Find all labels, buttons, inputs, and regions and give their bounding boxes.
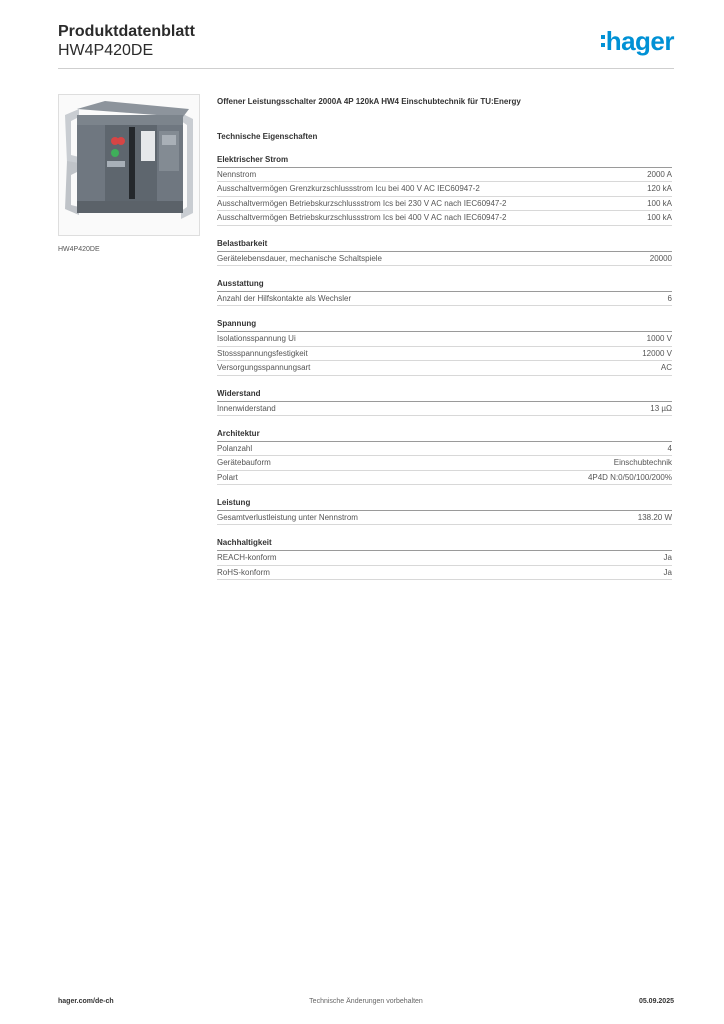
property-label: RoHS-konform (217, 567, 270, 577)
property-value: Ja (663, 553, 672, 563)
group-title: Architektur (217, 428, 672, 442)
property-label: Gerätelebensdauer, mechanische Schaltspiele (217, 253, 382, 263)
property-label: Polart (217, 472, 238, 482)
property-label: Isolationsspannung Ui (217, 334, 296, 344)
property-group (217, 497, 672, 525)
property-label: Anzahl der Hilfskontakte als Wechsler (217, 293, 352, 303)
property-row (217, 402, 672, 416)
property-value: 4P4D N:0/50/100/200% (587, 472, 672, 482)
group-title: Widerstand (217, 388, 672, 402)
logo-wordmark: hager (605, 26, 674, 56)
property-label: Gesamtverlustleistung unter Nennstrom (217, 513, 358, 523)
property-value: 100 kA (647, 213, 672, 223)
datasheet-content (217, 96, 672, 580)
property-label: Versorgungsspannungsart (217, 363, 311, 373)
property-row (217, 182, 672, 196)
property-label: Ausschaltvermögen Grenzkurzschlussstrom Icu bei 400 V AC IEC60947-2 (217, 184, 480, 194)
property-label: Ausschaltvermögen Betriebskurzschlussstrom Ics bei 230 V AC nach IEC60947-2 (217, 198, 507, 208)
property-row (217, 252, 672, 266)
property-group (217, 537, 672, 580)
property-row (217, 197, 672, 211)
property-groups (217, 154, 672, 580)
property-value: 4 (667, 443, 672, 453)
property-label: REACH-konform (217, 553, 277, 563)
property-value: 120 kA (647, 184, 672, 194)
footer-date: 05.09.2025 (638, 998, 674, 1005)
property-value: 20000 (649, 253, 672, 263)
document-title: Produktdatenblatt (58, 23, 195, 40)
product-image (58, 94, 200, 236)
property-row (217, 566, 672, 580)
hager-logo (601, 28, 674, 54)
group-title: Belastbarkeit (217, 238, 672, 252)
property-value: Ja (663, 567, 672, 577)
property-value: 13 µΩ (650, 403, 672, 413)
property-label: Ausschaltvermögen Betriebskurzschlussstrom Ics bei 400 V AC nach IEC60947-2 (217, 213, 507, 223)
property-row (217, 361, 672, 375)
property-group (217, 238, 672, 266)
property-value: 100 kA (647, 198, 672, 208)
group-title: Nachhaltigkeit (217, 537, 672, 551)
group-title: Spannung (217, 318, 672, 332)
property-label: Polanzahl (217, 443, 253, 453)
circuit-breaker-image (59, 95, 199, 235)
property-value: Einschubtechnik (613, 458, 672, 468)
header-divider (58, 68, 674, 69)
property-row (217, 292, 672, 306)
property-label: Gerätebauform (217, 458, 271, 468)
technical-properties-heading: Technische Eigenschaften (217, 132, 318, 141)
group-title: Ausstattung (217, 278, 672, 292)
property-row (217, 456, 672, 470)
property-row (217, 211, 672, 225)
property-row (217, 511, 672, 525)
property-row (217, 347, 672, 361)
property-group (217, 318, 672, 375)
property-value: AC (660, 363, 672, 373)
property-value: 138.20 W (637, 513, 672, 523)
group-title: Leistung (217, 497, 672, 511)
image-caption: HW4P420DE (58, 246, 100, 253)
property-group (217, 278, 672, 306)
property-label: Nennstrom (217, 170, 257, 179)
property-row (217, 442, 672, 456)
footer-website: hager.com/de-ch (58, 998, 114, 1005)
property-value: 1000 V (646, 334, 672, 344)
property-row (217, 168, 672, 182)
property-row (217, 471, 672, 485)
footer-notice: Technische Änderungen vorbehalten (309, 998, 423, 1005)
property-group (217, 428, 672, 485)
group-title: Elektrischer Strom (217, 154, 672, 168)
property-row (217, 551, 672, 565)
document-header (58, 22, 195, 60)
product-description: Offener Leistungsschalter 2000A 4P 120kA HW4 Einschubtechnik für TU:Energy (217, 97, 521, 106)
property-value: 2000 A (647, 170, 672, 179)
logo-dots-icon (601, 35, 605, 47)
property-row (217, 332, 672, 346)
property-group (217, 154, 672, 226)
property-label: Innenwiderstand (217, 403, 276, 413)
property-group (217, 388, 672, 416)
product-code: HW4P420DE (58, 42, 154, 59)
property-label: Stossspannungsfestigkeit (217, 348, 308, 358)
property-value: 6 (667, 293, 672, 303)
property-value: 12000 V (642, 348, 672, 358)
